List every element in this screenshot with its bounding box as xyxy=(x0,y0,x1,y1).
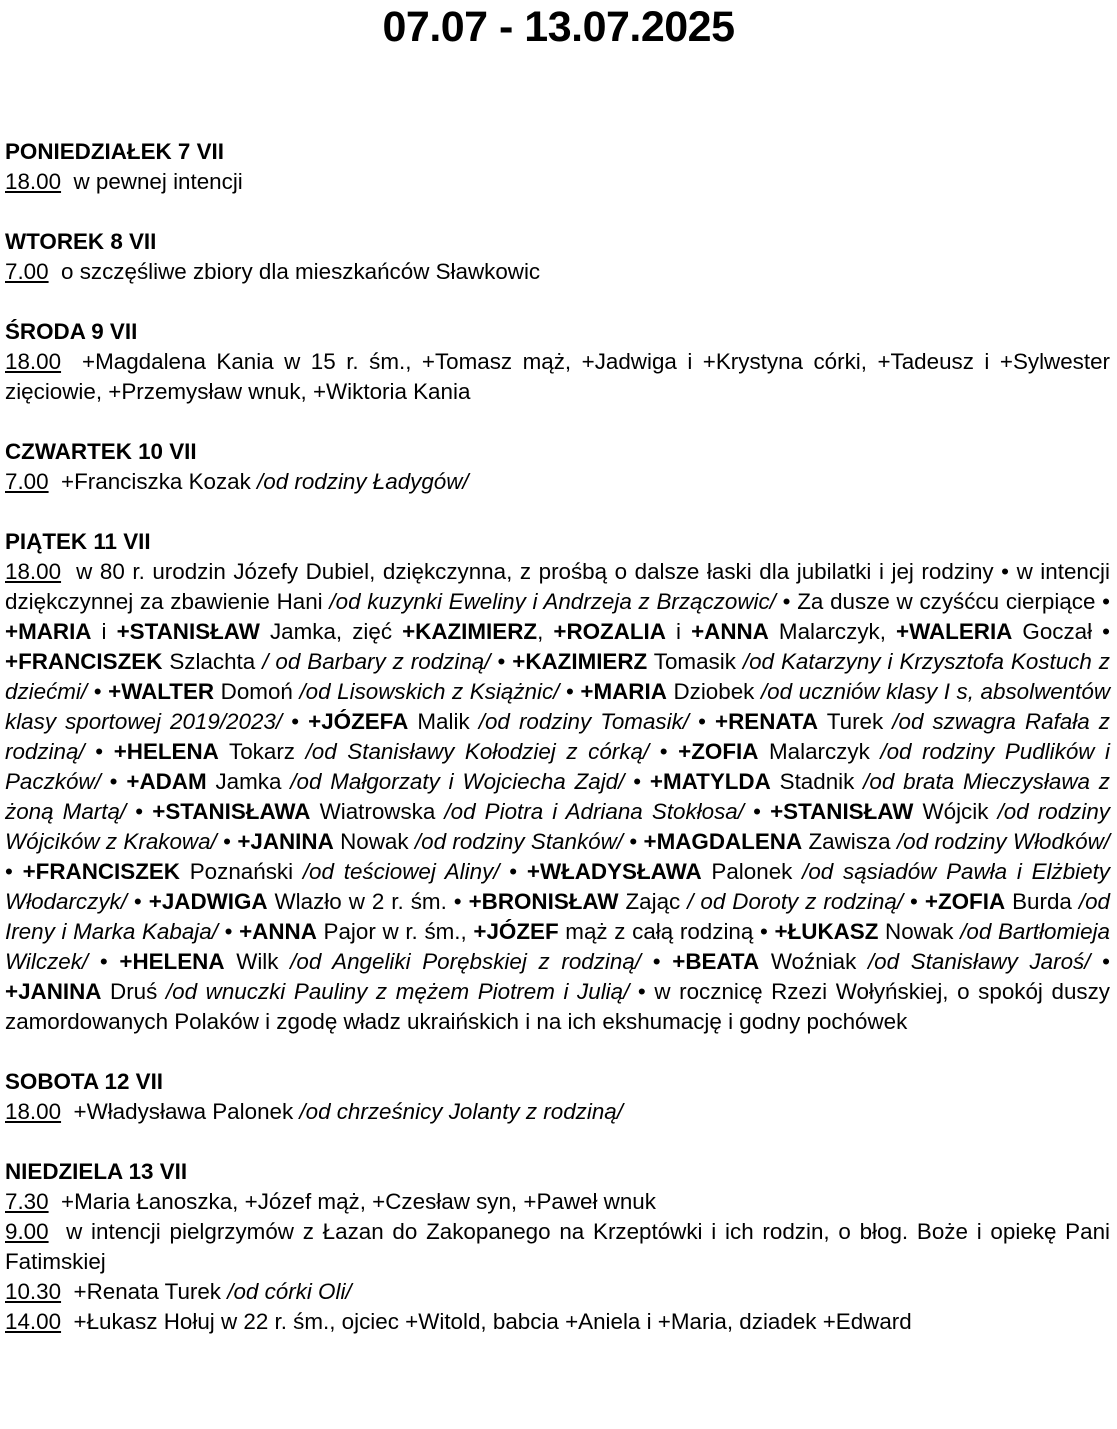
intention-text: Palonek xyxy=(701,859,803,884)
deceased-name: +MAGDALENA xyxy=(643,829,803,854)
intention-text: Tokarz xyxy=(218,739,306,764)
intention-text: • xyxy=(743,799,771,824)
deceased-name: +JANINA xyxy=(237,829,334,854)
mass-entry xyxy=(5,1277,1110,1307)
mass-time: 7.00 xyxy=(5,259,49,284)
day-section xyxy=(5,1067,1110,1127)
mass-time: 14.00 xyxy=(5,1309,62,1334)
mass-time: 18.00 xyxy=(5,169,62,194)
deceased-name: +BEATA xyxy=(672,949,760,974)
offered-by: /od Ireny i Marka Kabaja/ xyxy=(5,889,1110,944)
offered-by: /od wnuczki Pauliny z mężem Piotrem i Julią/ xyxy=(165,979,630,1004)
intention-text: i xyxy=(665,619,692,644)
intention-text: +Maria Łanoszka, +Józef mąż, +Czesław syn, +Paweł wnuk xyxy=(61,1189,656,1214)
day-section xyxy=(5,527,1110,1037)
offered-by: /od rodziny Wójcików z Krakowa/ xyxy=(5,799,1110,854)
deceased-name: +ZOFIA xyxy=(678,739,759,764)
offered-by: /od Piotra i Adriana Stokłosa/ xyxy=(444,799,744,824)
intention-text: Jamka xyxy=(206,769,291,794)
intention-text: Nowak xyxy=(878,919,961,944)
mass-entry xyxy=(5,167,1110,197)
intention-text: Jamka, zięć xyxy=(259,619,403,644)
intention-text: Stadnik xyxy=(770,769,864,794)
intention-text: Wójcik xyxy=(913,799,998,824)
intention-text: • xyxy=(1090,949,1110,974)
deceased-name: +JÓZEFA xyxy=(308,709,409,734)
day-heading: CZWARTEK 10 VII xyxy=(5,439,197,464)
intention-text: Wilk xyxy=(224,949,291,974)
intention-text: w pewnej intencji xyxy=(73,169,243,194)
offered-by: /od kuzynki Eweliny i Andrzeja z Brzączowic/ xyxy=(329,589,776,614)
intention-text: o szczęśliwe zbiory dla mieszkańców Sławkowic xyxy=(61,259,541,284)
mass-time: 7.30 xyxy=(5,1189,49,1214)
offered-by: /od córki Oli/ xyxy=(227,1279,352,1304)
mass-entry xyxy=(5,347,1110,407)
day-heading: ŚRODA 9 VII xyxy=(5,319,138,344)
intention-text: Pajor w r. śm., xyxy=(316,919,474,944)
deceased-name: +FRANCISZEK xyxy=(5,649,163,674)
offered-by: /od brata Mieczysława z żoną Martą/ xyxy=(5,769,1110,824)
offered-by: / od Doroty z rodziną/ xyxy=(687,889,904,914)
day-section xyxy=(5,137,1110,197)
intention-text: • xyxy=(87,679,109,704)
intention-text: • xyxy=(903,889,925,914)
intention-text: • w rocznicę Rzezi Wołyńskiej, o spokój duszy zamordowanych Polaków i zgodę władz ukraińskich i na ich ekshumację i godny pochówek xyxy=(5,979,1111,1034)
offered-by: /od Stanisławy Kołodziej z córką/ xyxy=(305,739,650,764)
intention-text: , xyxy=(537,619,554,644)
page-title: 07.07 - 13.07.2025 xyxy=(382,3,735,51)
offered-by: /od Katarzyny i Krzysztofa Kostuch z dziećmi/ xyxy=(5,649,1110,704)
intention-text: • xyxy=(282,709,309,734)
deceased-name: +BRONISŁAW xyxy=(468,889,619,914)
deceased-name: +RENATA xyxy=(715,709,819,734)
deceased-name: +ANNA xyxy=(691,619,769,644)
offered-by: /od Stanisławy Jaroś/ xyxy=(867,949,1091,974)
intention-text: i xyxy=(91,619,117,644)
day-section xyxy=(5,317,1110,407)
offered-by: /od Lisowskich z Książnic/ xyxy=(299,679,560,704)
intention-text: +Łukasz Hołuj w 22 r. śm., ojciec +Witold, babcia +Aniela i +Maria, dziadek +Edward xyxy=(73,1309,912,1334)
deceased-name: +WALERIA xyxy=(896,619,1013,644)
intention-text: • xyxy=(499,859,527,884)
intention-text: Szlachta xyxy=(162,649,263,674)
deceased-name: +MARIA xyxy=(580,679,667,704)
deceased-name: +KAZIMIERZ xyxy=(402,619,538,644)
deceased-name: +STANISŁAW xyxy=(116,619,260,644)
intention-text: Malik xyxy=(408,709,479,734)
day-heading: PONIEDZIAŁEK 7 VII xyxy=(5,139,224,164)
day-section xyxy=(5,437,1110,497)
intention-text: Tomasik xyxy=(647,649,743,674)
mass-time: 9.00 xyxy=(5,1219,49,1244)
mass-entry xyxy=(5,557,1110,1037)
intention-text: Turek xyxy=(818,709,893,734)
mass-entry xyxy=(5,1217,1110,1277)
mass-entry xyxy=(5,1187,1110,1217)
day-section xyxy=(5,1157,1110,1337)
intention-text: • xyxy=(641,949,673,974)
intention-text: w 80 r. urodzin Józefy Dubiel, dziękczynna, z prośbą o dalsze łaski dla jubilatki i jej rodziny • w intencji dziękczynnej za zbawienie Hani xyxy=(5,559,1110,614)
day-heading: WTOREK 8 VII xyxy=(5,229,157,254)
offered-by: /od rodziny Włodków/ xyxy=(896,829,1110,854)
intention-text: Poznański xyxy=(179,859,303,884)
intention-text: • xyxy=(216,829,238,854)
deceased-name: +STANISŁAWA xyxy=(152,799,311,824)
day-heading: PIĄTEK 11 VII xyxy=(5,529,151,554)
intention-text: mąż z całą rodziną • xyxy=(558,919,775,944)
deceased-name: +ROZALIA xyxy=(553,619,666,644)
deceased-name: +JÓZEF xyxy=(473,919,559,944)
deceased-name: +STANISŁAW xyxy=(770,799,914,824)
deceased-name: +HELENA xyxy=(119,949,225,974)
offered-by: /od sąsiadów Pawła i Elżbiety Włodarczyk/ xyxy=(5,859,1111,914)
intention-text: • Za dusze w czyśćcu cierpiące • xyxy=(775,589,1110,614)
intention-text: Wiatrowska xyxy=(310,799,445,824)
intention-text: Burda xyxy=(1005,889,1079,914)
intention-text: Druś xyxy=(101,979,166,1004)
intention-text: • xyxy=(217,919,240,944)
offered-by: /od rodziny Stanków/ xyxy=(414,829,623,854)
day-heading: NIEDZIELA 13 VII xyxy=(5,1159,188,1184)
mass-time: 18.00 xyxy=(5,349,62,374)
mass-entry xyxy=(5,257,1110,287)
intention-text: Wlazło w 2 r. śm. • xyxy=(267,889,469,914)
offered-by: /od chrześnicy Jolanty z rodziną/ xyxy=(299,1099,623,1124)
deceased-name: +ZOFIA xyxy=(924,889,1006,914)
mass-time: 7.00 xyxy=(5,469,49,494)
offered-by: /od teściowej Aliny/ xyxy=(302,859,500,884)
intention-text: +Renata Turek xyxy=(73,1279,228,1304)
intention-text: • xyxy=(624,769,650,794)
intention-text: Domoń xyxy=(214,679,300,704)
intention-text: +Władysława Palonek xyxy=(73,1099,300,1124)
deceased-name: +WŁADYSŁAWA xyxy=(526,859,702,884)
deceased-name: +JADWIGA xyxy=(148,889,268,914)
deceased-name: +MATYLDA xyxy=(649,769,771,794)
intention-text: Goczał • xyxy=(1012,619,1111,644)
deceased-name: +KAZIMIERZ xyxy=(512,649,648,674)
offered-by: / od Barbary z rodziną/ xyxy=(262,649,491,674)
mass-time: 18.00 xyxy=(5,1099,62,1124)
intention-text: Nowak xyxy=(333,829,415,854)
intention-text: • xyxy=(84,739,114,764)
intention-text: Zając xyxy=(618,889,688,914)
intention-text: +Franciszka Kozak xyxy=(61,469,258,494)
deceased-name: +ŁUKASZ xyxy=(774,919,879,944)
deceased-name: +ANNA xyxy=(239,919,317,944)
deceased-name: +FRANCISZEK xyxy=(22,859,180,884)
intention-text: • xyxy=(689,709,716,734)
intention-text: +Magdalena Kania w 15 r. śm., +Tomasz mąż, +Jadwiga i +Krystyna córki, +Tadeusz i +Sylwester zięciowie, +Przemysław wnuk, +Wiktoria Kania xyxy=(5,349,1110,404)
offered-by: /od uczniów klasy I s, absolwentów klasy sportowej 2019/2023/ xyxy=(5,679,1110,734)
intention-text: • xyxy=(490,649,513,674)
intention-text: Zawisza xyxy=(802,829,897,854)
deceased-name: +ADAM xyxy=(126,769,207,794)
deceased-name: +HELENA xyxy=(113,739,219,764)
intention-text: Woźniak xyxy=(759,949,868,974)
offered-by: /od Małgorzaty i Wojciecha Zajd/ xyxy=(290,769,625,794)
intention-text: Malarczyk, xyxy=(768,619,897,644)
offered-by: /od rodziny Pudlików i Paczków/ xyxy=(5,739,1111,794)
day-heading: SOBOTA 12 VII xyxy=(5,1069,164,1094)
intention-text: • xyxy=(100,769,127,794)
offered-by: /od Angeliki Porębskiej z rodziną/ xyxy=(290,949,642,974)
deceased-name: +JANINA xyxy=(5,979,102,1004)
offered-by: /od Bartłomieja Wilczek/ xyxy=(5,919,1110,974)
offered-by: /od rodziny Ładygów/ xyxy=(257,469,469,494)
intention-text: • xyxy=(649,739,679,764)
intention-text: • xyxy=(88,949,120,974)
intention-text: • xyxy=(622,829,644,854)
intention-text: • xyxy=(559,679,581,704)
intention-text: Malarczyk xyxy=(758,739,881,764)
mass-entry xyxy=(5,1307,1110,1337)
intention-text: Dziobek xyxy=(666,679,761,704)
intention-text: • xyxy=(5,859,23,884)
mass-entry xyxy=(5,467,1110,497)
mass-time: 18.00 xyxy=(5,559,62,584)
mass-entry xyxy=(5,1097,1110,1127)
day-section xyxy=(5,227,1110,287)
intention-text: • xyxy=(126,889,149,914)
deceased-name: +WALTER xyxy=(108,679,215,704)
deceased-name: +MARIA xyxy=(5,619,92,644)
intention-text: w intencji pielgrzymów z Łazan do Zakopanego na Krzeptówki i ich rodzin, o błog. Boże i opiekę Pani Fatimskiej xyxy=(5,1219,1110,1274)
mass-schedule xyxy=(5,137,1110,1367)
mass-time: 10.30 xyxy=(5,1279,62,1304)
intention-text: • xyxy=(126,799,153,824)
offered-by: /od szwagra Rafała z rodziną/ xyxy=(5,709,1110,764)
offered-by: /od rodziny Tomasik/ xyxy=(478,709,689,734)
